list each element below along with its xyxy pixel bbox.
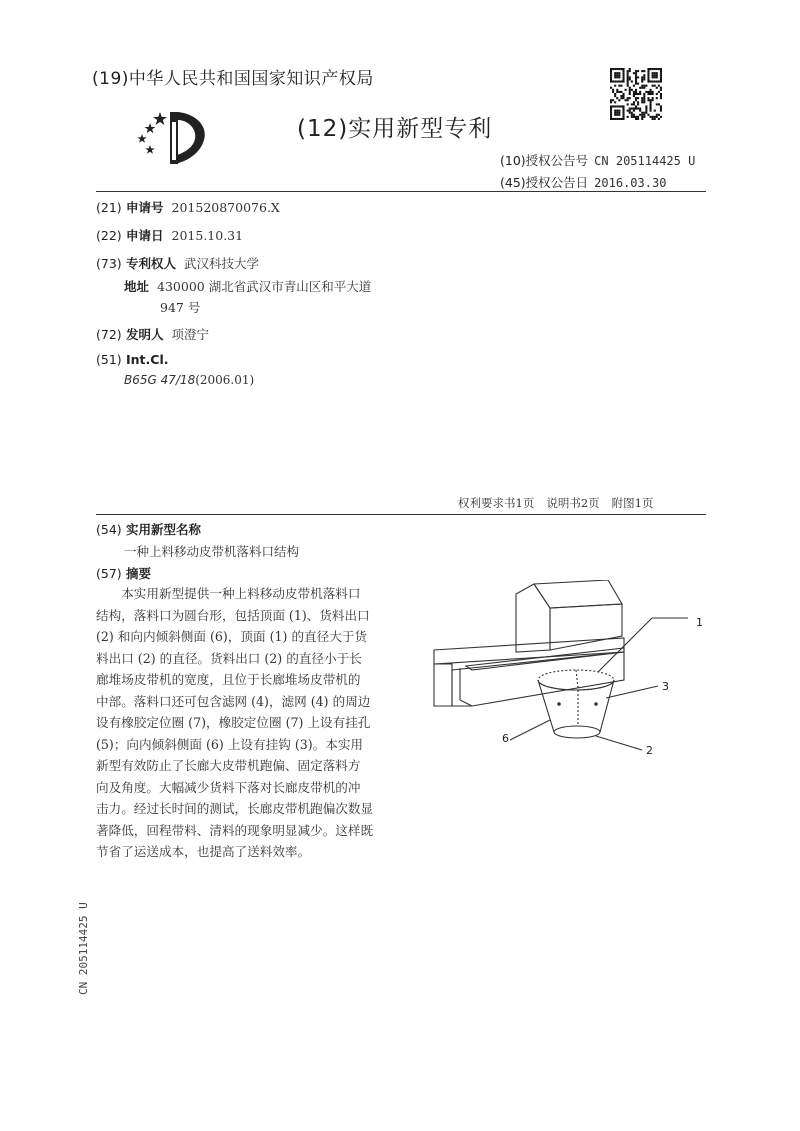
- utility-model-title: 一种上料移动皮带机落料口结构: [124, 544, 300, 559]
- ipc-year: (2006.01): [195, 373, 255, 387]
- field-code: (54): [96, 522, 122, 537]
- figure-label-3: 3: [662, 680, 669, 693]
- figure-label-6: 6: [502, 732, 509, 745]
- field-code: (57): [96, 566, 122, 581]
- publication-number-value: CN 205114425 U: [594, 154, 696, 168]
- field-code: (72): [96, 327, 122, 342]
- inventor-label: 发明人: [126, 327, 164, 342]
- address-value-cont: 947 号: [160, 300, 201, 315]
- abstract-line: 击力。经过长时间的测试，长廊皮带机跑偏次数显: [96, 801, 374, 816]
- int-cl-label: Int.Cl.: [126, 352, 169, 367]
- abstract-drawing: [428, 580, 703, 774]
- figure-label-2: 2: [646, 744, 653, 757]
- application-number-value: 201520870076.X: [171, 200, 280, 215]
- cnipa-logo-icon: [130, 108, 210, 172]
- abstract-line: 本实用新型提供一种上料移动皮带机落料口: [96, 586, 361, 601]
- patentee-label: 专利权人: [126, 256, 177, 271]
- patentee-value: 武汉科技大学: [184, 256, 260, 271]
- side-publication-number: CN 205114425 U: [77, 902, 90, 995]
- inventor-row: [96, 325, 209, 343]
- drawings-pages: 附图1页: [611, 496, 654, 510]
- abstract-heading: [96, 564, 151, 582]
- utility-model-title-heading: [96, 520, 201, 538]
- application-number-label: 申请号: [126, 200, 164, 215]
- patentee-row: [96, 254, 259, 272]
- ipc-class: B65G 47/18: [124, 373, 196, 387]
- field-code: (21): [96, 200, 122, 215]
- address-row: [124, 277, 371, 295]
- abstract-line: 结构，落料口为圆台形，包括顶面 (1)、货料出口: [96, 607, 370, 623]
- application-date-label: 申请日: [126, 228, 164, 243]
- issuing-office: (19)中华人民共和国国家知识产权局: [92, 69, 374, 89]
- application-number-row: [96, 198, 280, 216]
- ipc-classification: [124, 373, 254, 387]
- title-label: 实用新型名称: [126, 522, 202, 537]
- description-pages: 说明书2页: [546, 496, 600, 510]
- field-code: (73): [96, 256, 122, 271]
- abstract-line: 向及角度。大幅减少货料下落对长廊皮带机的冲: [96, 779, 361, 795]
- abstract-line: 中部。落料口还可包含滤网 (4)，滤网 (4) 的周边: [96, 693, 371, 709]
- application-date-value: 2015.10.31: [171, 228, 244, 243]
- field-code: (22): [96, 228, 122, 243]
- section-divider: [96, 514, 706, 515]
- address-value: 430000 湖北省武汉市青山区和平大道: [157, 279, 372, 294]
- header-divider: [96, 191, 706, 192]
- qr-code-icon: [610, 68, 662, 124]
- abstract-label: 摘要: [126, 566, 152, 581]
- abstract-line: 料出口 (2) 的直径。货料出口 (2) 的直径小于长: [96, 650, 362, 666]
- publication-date-value: 2016.03.30: [594, 176, 667, 190]
- address-row-2: [160, 298, 200, 316]
- abstract-line: 廊堆场皮带机的宽度，且位于长廊堆场皮带机的: [96, 672, 361, 687]
- field-code: (51): [96, 352, 122, 367]
- figure-label-1: 1: [696, 616, 703, 629]
- inventor-value: 项澄宁: [171, 327, 210, 342]
- publication-number-row: [500, 151, 695, 169]
- publication-date-label: (45)授权公告日: [500, 175, 589, 190]
- abstract-line: 节省了运送成本，也提高了送料效率。: [96, 844, 311, 859]
- abstract-text: [96, 583, 392, 863]
- int-cl-row: [96, 352, 168, 367]
- claims-pages: 权利要求书1页: [458, 496, 535, 510]
- page-counts: [458, 495, 665, 511]
- address-label: 地址: [124, 279, 150, 294]
- application-date-row: [96, 226, 243, 244]
- abstract-line: 新型有效防止了长廊大皮带机跑偏、固定落料方: [96, 758, 361, 773]
- abstract-line: (2) 和向内倾斜侧面 (6)，顶面 (1) 的直径大于货: [96, 629, 368, 644]
- abstract-line: 著降低，回程带料、清料的现象明显减少。这样既: [96, 822, 374, 838]
- publication-number-label: (10)授权公告号: [500, 153, 589, 168]
- abstract-line: (5)；向内倾斜侧面 (6) 上设有挂钩 (3)。本实用: [96, 736, 364, 752]
- document-type-title: (12)实用新型专利: [297, 116, 493, 142]
- abstract-line: 设有橡胶定位圈 (7)，橡胶定位圈 (7) 上设有挂孔: [96, 715, 371, 730]
- publication-date-row: [500, 173, 666, 191]
